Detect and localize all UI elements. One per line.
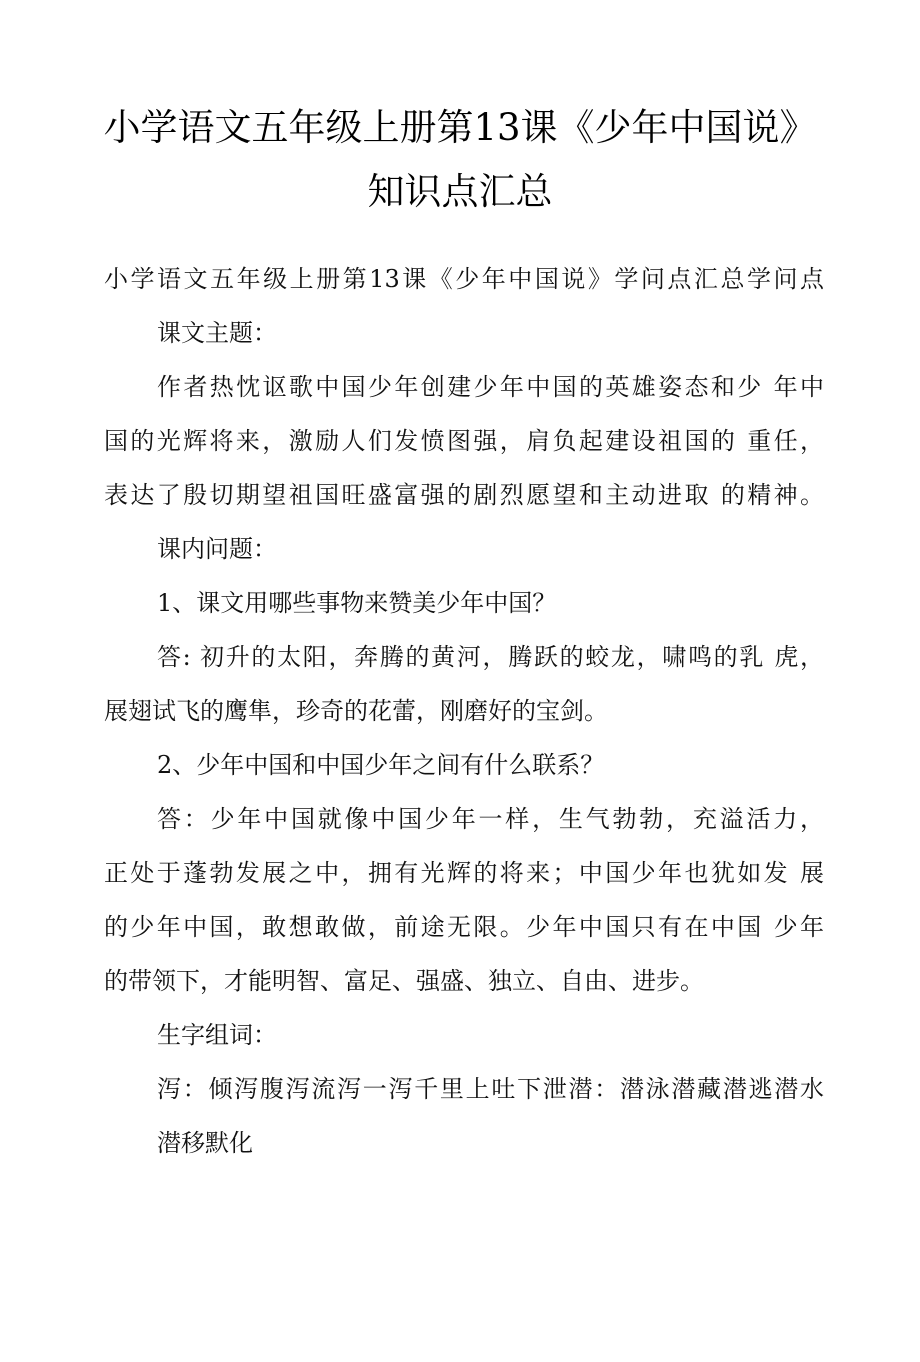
intro-line: 小学语文五年级上册第13课《少年中国说》学问点汇总学问点 [104, 265, 824, 293]
answer-2-line: 的带领下，才能明智、富足、强盛、独立、自由、进步。 [104, 967, 704, 995]
document-title-line-2: 知识点汇总 [367, 170, 553, 213]
document-title-line-1: 小学语文五年级上册第13课《少年中国说》 [103, 106, 817, 149]
theme-paragraph-line: 作者热忱讴歌中国少年创建少年中国的英雄姿态和少 年中 [157, 373, 824, 401]
theme-paragraph-line: 国的光辉将来，激励人们发愤图强，肩负起建设祖国的 重任， [104, 427, 824, 455]
theme-paragraph-line: 表达了殷切期望祖国旺盛富强的剧烈愿望和主动进取 的精神。 [104, 481, 824, 509]
section-heading-theme: 课文主题： [157, 319, 277, 347]
section-heading-vocabulary: 生字组词： [157, 1021, 277, 1049]
answer-1-line: 展翅试飞的鹰隼，珍奇的花蕾，刚磨好的宝剑。 [104, 697, 608, 725]
answer-1-line: 答: 初升的太阳，奔腾的黄河，腾跃的蛟龙，啸鸣的乳 虎， [157, 643, 824, 671]
answer-2-line: 正处于蓬勃发展之中，拥有光辉的将来；中国少年也犹如发 展 [104, 859, 824, 887]
vocabulary-line: 潜移默化 [157, 1129, 253, 1157]
answer-2-line: 的少年中国，敢想敢做，前途无限。少年中国只有在中国 少年 [104, 913, 824, 941]
question-1: 1、课文用哪些事物来赞美少年中国？ [157, 589, 557, 617]
vocabulary-line: 泻：倾泻腹泻流泻一泻千里上吐下泄潜：潜泳潜藏潜逃潜水 [157, 1075, 824, 1103]
question-2: 2、少年中国和中国少年之间有什么联系？ [157, 751, 605, 779]
answer-2-line: 答：少年中国就像中国少年一样，生气勃勃，充溢活力， [157, 805, 824, 833]
section-heading-questions: 课内问题： [157, 535, 277, 563]
